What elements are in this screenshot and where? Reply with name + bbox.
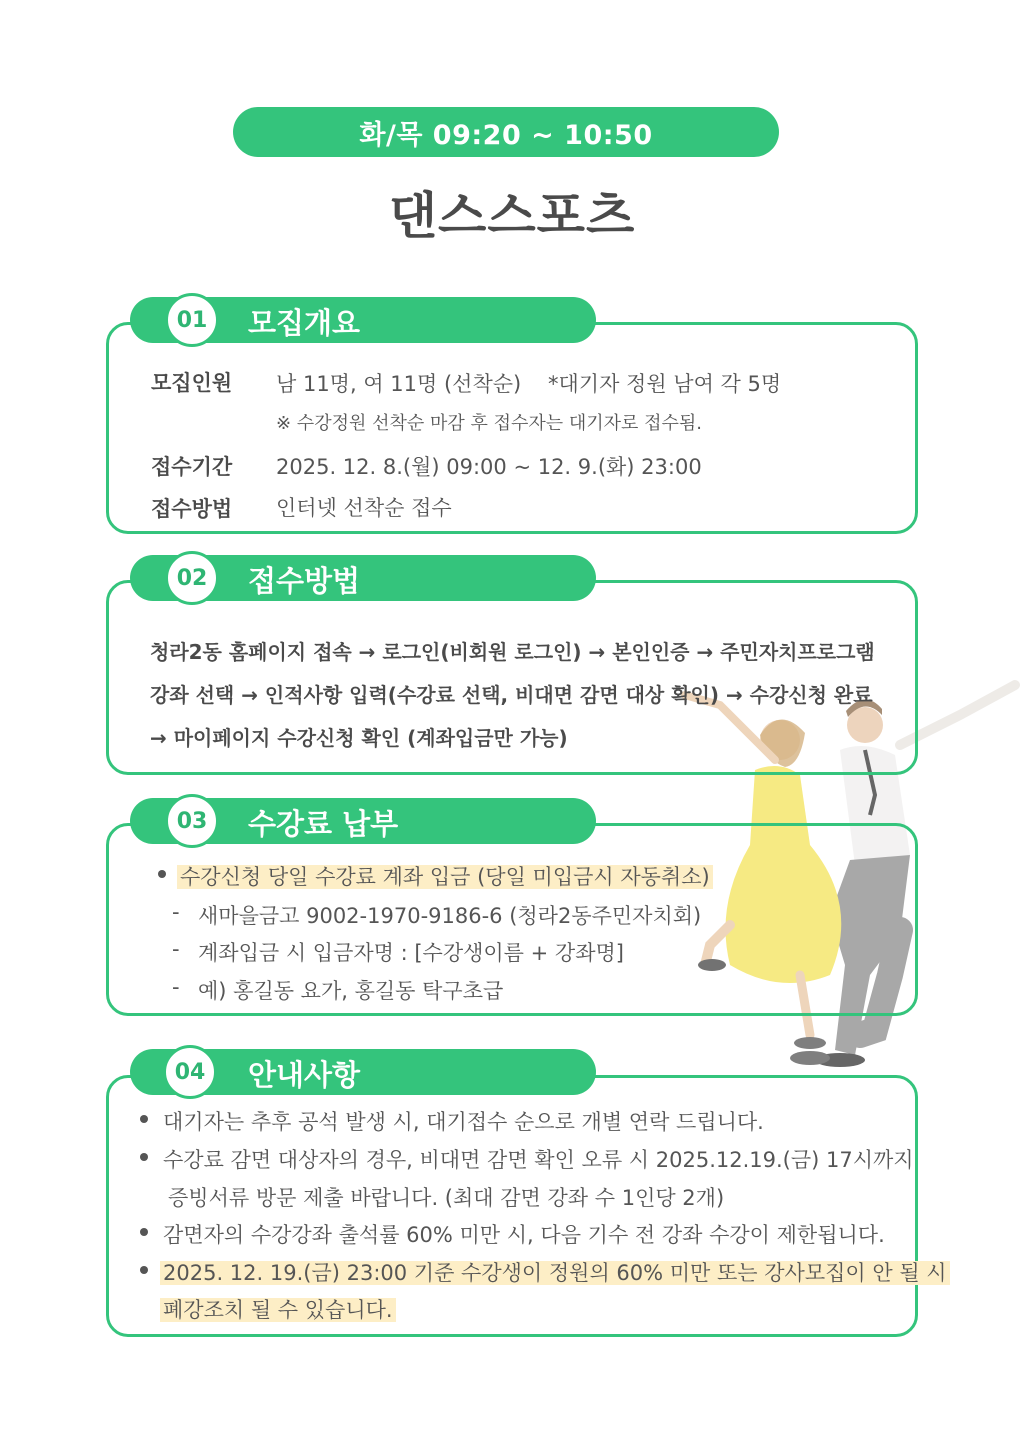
bullet-dot: [140, 1266, 148, 1274]
row-value: 인터넷 선착순 접수: [276, 496, 452, 520]
section-title: 수강료 납부: [248, 807, 399, 841]
procedure-line: 강좌 선택 → 인적사항 입력(수강료 선택, 비대면 감면 대상 확인) → 수강신청 완료: [150, 683, 873, 707]
dash-mark: -: [172, 937, 180, 961]
section-number-badge: 01: [165, 293, 219, 347]
row-key: 접수기간: [151, 455, 233, 479]
dash-mark: -: [172, 900, 180, 924]
notice-item-continued: 증빙서류 방문 제출 바랍니다. (최대 감면 강좌 수 1인당 2개): [168, 1186, 725, 1210]
bullet-dot: [140, 1115, 148, 1123]
notice-item: 수강료 감면 대상자의 경우, 비대면 감면 확인 오류 시 2025.12.19.(금) 17시까지: [163, 1148, 914, 1172]
section-title: 모집개요: [248, 306, 361, 340]
dash-item: 계좌입금 시 입금자명 : [수강생이름 + 강좌명]: [198, 941, 624, 965]
bullet-dot: [158, 870, 166, 878]
section-title: 접수방법: [248, 564, 361, 598]
dash-item: 새마을금고 9002-1970-9186-6 (청라2동주민자치회): [198, 904, 702, 928]
schedule-badge: [233, 107, 779, 157]
row-value: 2025. 12. 8.(월) 09:00 ~ 12. 9.(화) 23:00: [276, 455, 702, 479]
dash-mark: -: [172, 975, 180, 999]
schedule-text: 화/목 09:20 ~ 10:50: [359, 119, 653, 151]
row-extra: *대기자 정원 남여 각 5명: [548, 372, 782, 396]
notice-item-highlighted-continued: [160, 1294, 396, 1324]
page-title: 댄스스포츠: [388, 187, 636, 245]
row-key: 모집인원: [151, 371, 233, 395]
notice-item: 대기자는 추후 공석 발생 시, 대기접수 순으로 개별 연락 드립니다.: [163, 1110, 764, 1134]
dash-item: 예) 홍길동 요가, 홍길동 탁구초급: [198, 979, 504, 1003]
section-title: 안내사항: [248, 1058, 361, 1092]
notice-item-highlighted: [160, 1257, 950, 1287]
fee-bullet: [177, 861, 713, 891]
procedure-line: → 마이페이지 수강신청 확인 (계좌입금만 가능): [150, 726, 568, 750]
section-number-badge: 03: [165, 794, 219, 848]
notice-item: 감면자의 수강강좌 출석률 60% 미만 시, 다음 기수 전 강좌 수강이 제한됩니다.: [163, 1223, 885, 1247]
highlighted-text: 수강신청 당일 수강료 계좌 입금 (당일 미입금시 자동취소): [177, 865, 713, 889]
highlighted-text: 2025. 12. 19.(금) 23:00 기준 수강생이 정원의 60% 미만 또는 강사모집이 안 될 시: [160, 1261, 950, 1285]
procedure-line: 청라2동 홈페이지 접속 → 로그인(비회원 로그인) → 본인인증 → 주민자치프로그램: [150, 640, 875, 664]
highlighted-text: 폐강조치 될 수 있습니다.: [160, 1298, 396, 1322]
row-value: 남 11명, 여 11명 (선착순): [276, 372, 522, 396]
row-note: ※ 수강정원 선착순 마감 후 접수자는 대기자로 접수됨.: [276, 413, 703, 434]
section-number-badge: 04: [163, 1045, 217, 1099]
bullet-dot: [140, 1228, 148, 1236]
bullet-dot: [140, 1153, 148, 1161]
section-number-badge: 02: [165, 551, 219, 605]
row-key: 접수방법: [151, 497, 233, 521]
